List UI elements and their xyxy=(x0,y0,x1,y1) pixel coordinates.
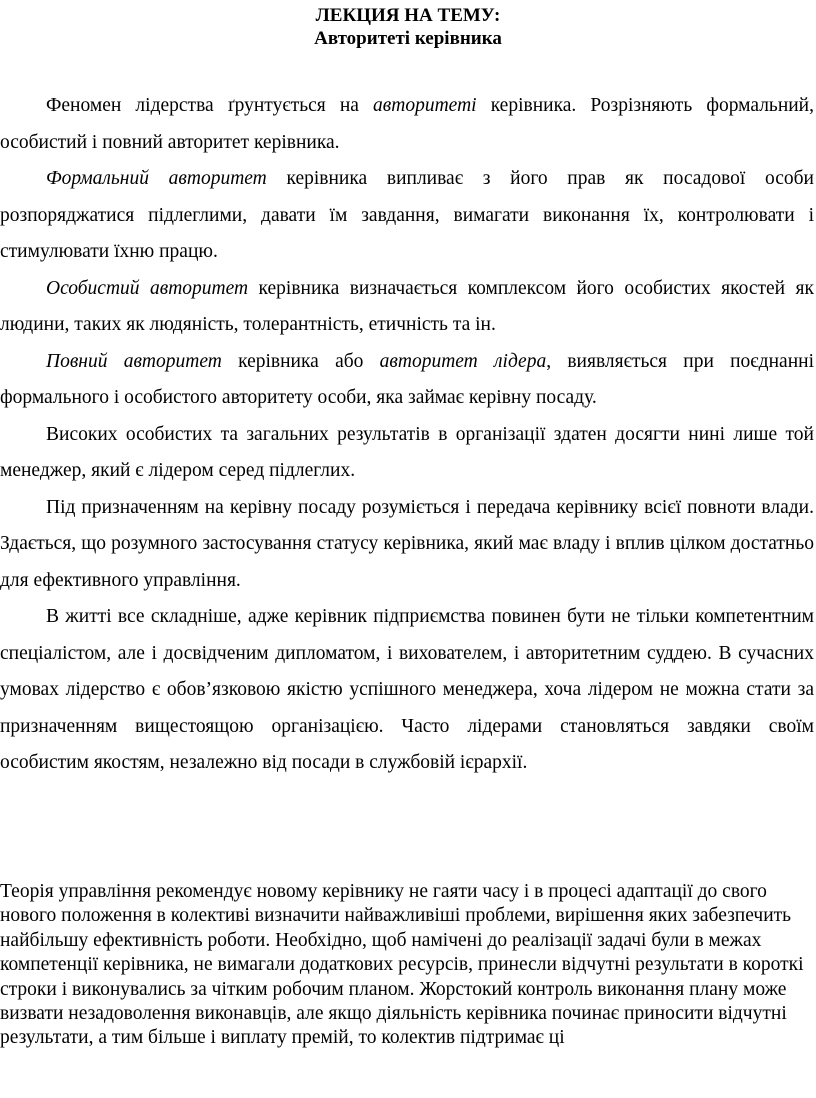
emphasis-text: авторитеті xyxy=(373,95,477,116)
paragraph-text: керівника або xyxy=(221,350,380,372)
paragraph-personal-authority xyxy=(0,271,814,344)
emphasis-text: Повний авторитет xyxy=(46,350,222,372)
emphasis-text: Формальний авторитет xyxy=(46,168,267,189)
emphasis-text: Особистий авторитет xyxy=(46,277,249,299)
paragraph-leader-results: Високих особистих та загальних результатів в організації здатен досягти нині лише той менеджер, який є лідером серед підлеглих. xyxy=(0,423,814,481)
emphasis-text: авторитет лідера xyxy=(379,350,547,372)
lecture-title: Авторитеті керівника xyxy=(314,28,502,49)
document-body xyxy=(0,88,814,782)
paragraph-management-theory: Теорія управління рекомендує новому керівнику не гаяти часу і в процесі адаптації до свого нового положення в колективі визначити найважливіші проблеми, вирішення яких забезпечить найбільшу ефективність роботи. Необхідно, щоб намічені до реалізації задачі були в межах компетенції керівника, не вимагали додаткових ресурсів, принесли відчутні результати в короткі строки і виконувались за чітким робочим планом. Жорстокий контроль виконання плану може визвати незадоволення виконавців, але якщо діяльність керівника починає приносити відчутні результати, а тим більше і виплату премій, то колектив підтримає ці xyxy=(0,881,804,1049)
paragraph-text: Феномен лідерства ґрунтується на xyxy=(46,95,374,116)
paragraph-text: керівника визначається комплексом його особистих якостей як людини, таких як людяність, толерантність, етичність та ін. xyxy=(0,277,814,335)
paragraph-leadership-qualities: В житті все складніше, адже керівник підприємства повинен бути не тільки компетентним спеціалістом, але і досвідченим дипломатом, і вихователем, і авторитетним суддею. В сучасних умовах лідерство є обов’язковою якістю успішного менеджера, хоча лідером не можна стати за призначенням вищестоящою організацією. Часто лідерами становляться завдяки своїм особистим якостям, незалежно від посади в службовій ієрархії. xyxy=(0,606,814,773)
lecture-heading: ЛЕКЦИЯ НА ТЕМУ: xyxy=(315,5,501,26)
paragraph-authority-intro xyxy=(0,88,814,161)
paragraph-text: керівника. Розрізняють формальний, особистий і повний авторитет керівника. xyxy=(0,95,814,153)
paragraph-text: керівника випливає з його прав як посадової особи розпоряджатися підлеглими, давати їм завдання, вимагати виконання їх, контролювати і стимулювати їхню працю. xyxy=(0,168,814,262)
paragraph-appointment: Під призначенням на керівну посаду розуміється і передача керівнику всієї повноти влади. Здається, що розумного застосування статусу керівника, який має владу і вплив цілком достатньо для ефективного управління. xyxy=(0,496,814,591)
paragraph-text: , виявляється при поєднанні формального і особистого авторитету особи, яка займає керівну посаду. xyxy=(0,350,814,408)
paragraph-formal-authority xyxy=(0,161,814,271)
paragraph-full-authority xyxy=(0,344,814,417)
